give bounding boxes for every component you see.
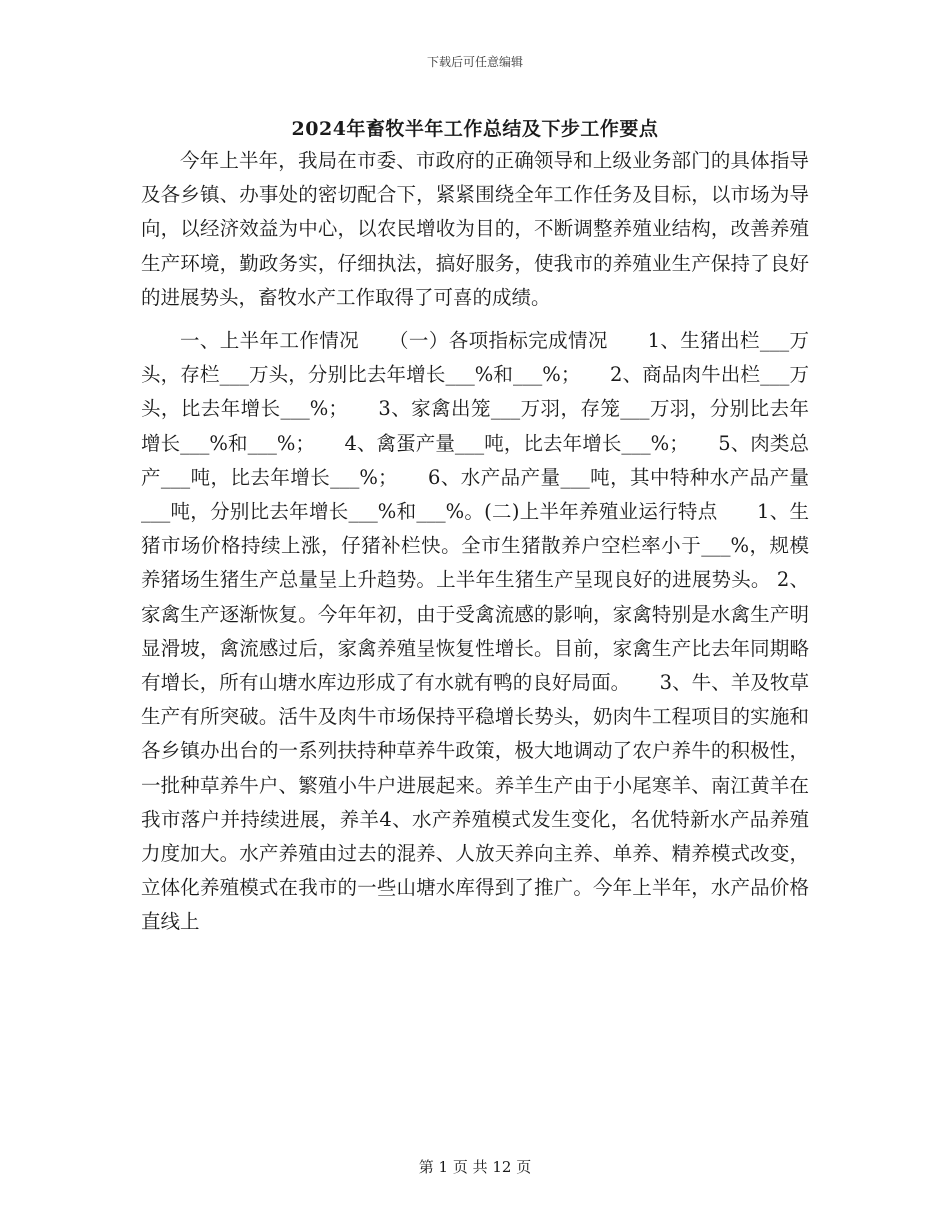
paragraph-work-status: 一、上半年工作情况 （一）各项指标完成情况 1、生猪出栏___万头，存栏___万头，分别比去年增长___%和___%； 2、商品肉牛出栏___万头，比去年增长___%； 3、家禽出笼___万羽，存笼___万羽，分别比去年增长___%和___%； 4、禽蛋产量___吨，比去年增长___%； 5、肉类总产___吨，比去年增长___%； 6、水产品产量___吨，其中特种水产品产量___吨，分别比去年增长___%和___%。(二)上半年养殖业运行特点 1、生猪市场价格持续上涨，仔猪补栏快。全市生猪散养户空栏率小于___%，规模养猪场生猪生产总量呈上升趋势。上半年生猪生产呈现良好的进展势头。 2、家禽生产逐渐恢复。今年年初，由于受禽流感的影响，家禽特别是水禽生产明显滑坡，禽流感过后，家禽养殖呈恢复性增长。目前，家禽生产比去年同期略有增长，所有山塘水库边形成了有水就有鸭的良好局面。 3、牛、羊及牧草生产有所突破。活牛及肉牛市场保持平稳增长势头，奶肉牛工程项目的实施和各乡镇办出台的一系列扶持种草养牛政策，极大地调动了农户养牛的积极性，一批种草养牛户、繁殖小牛户进展起来。养羊生产由于小尾寒羊、南江黄羊在我市落户并持续进展，养羊4、水产养殖模式发生变化，名优特新水产品养殖力度加大。水产养殖由过去的混养、人放天养向主养、单养、精养模式改变，立体化养殖模式在我市的一些山塘水库得到了推广。今年上半年，水产品价格直线上 (141, 329, 809, 934)
paragraph-intro: 今年上半年，我局在市委、市政府的正确领导和上级业务部门的具体指导及各乡镇、办事处的密切配合下，紧紧围绕全年工作任务及目标，以市场为导向，以经济效益为中心，以农民增收为目的，不断调整养殖业结构，改善养殖生产环境，勤政务实，仔细执法，搞好服务，使我市的养殖业生产保持了良好的进展势头，畜牧水产工作取得了可喜的成绩。 (141, 149, 809, 309)
document-body (141, 144, 809, 940)
document-title: 2024年畜牧半年工作总结及下步工作要点 (291, 118, 659, 140)
header-note: 下载后可任意编辑 (426, 55, 523, 69)
page-number: 第 1 页 共 12 页 (418, 1158, 532, 1176)
